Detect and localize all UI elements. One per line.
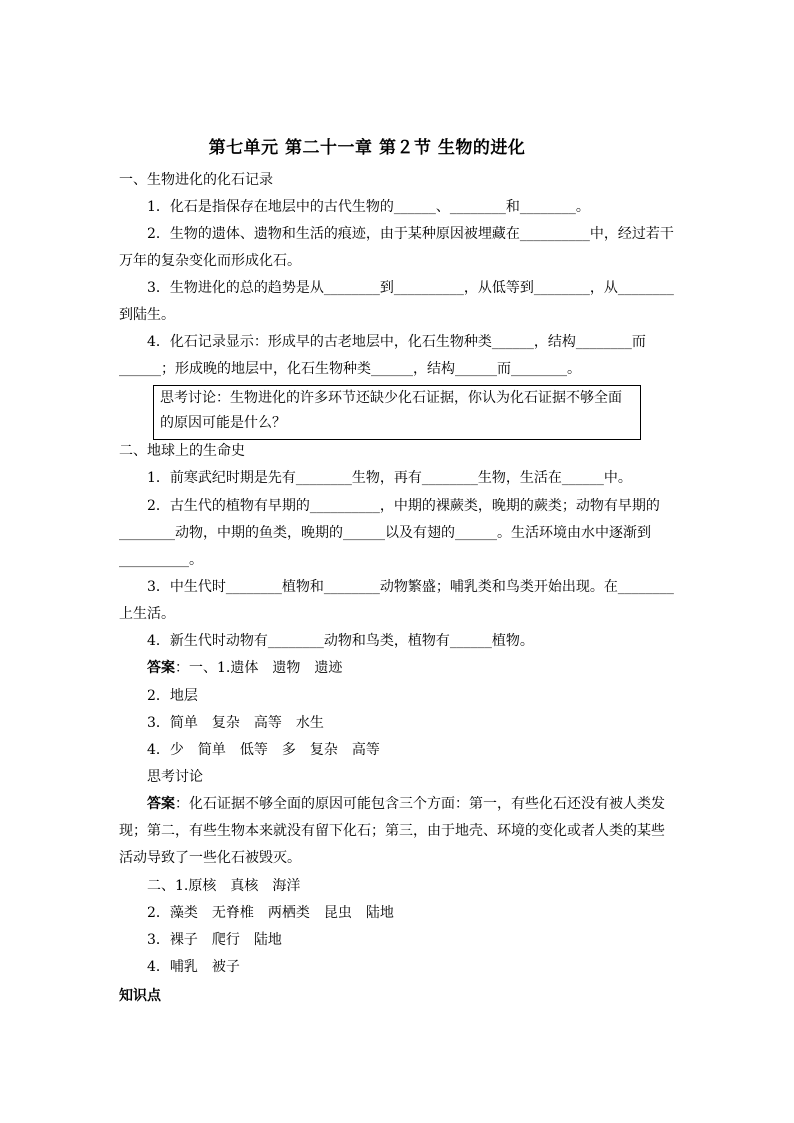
question-1-1: 1．化石是指保存在地层中的古代生物的______、________和________。 bbox=[147, 199, 590, 215]
answer-label: 答案 bbox=[147, 660, 175, 676]
question-1-3-line-a: 3．生物进化的总的趋势是从________到__________，从低等到________，从________ bbox=[147, 280, 674, 296]
discussion-line-a: 思考讨论：生物进化的许多环节还缺少化石证据，你认为化石证据不够全面 bbox=[160, 390, 622, 406]
question-2-4: 4．新生代时动物有________动物和鸟类，植物有______植物。 bbox=[147, 633, 534, 649]
answer-2-1: 二、1.原核 真核 海洋 bbox=[147, 878, 301, 894]
question-2-1: 1．前寒武纪时期是先有________生物，再有________生物，生活在______中。 bbox=[147, 470, 632, 486]
answer-discussion-line-a bbox=[147, 794, 665, 814]
answer-2-3: 3．裸子 爬行 陆地 bbox=[147, 932, 282, 948]
answer-discussion-line-c: 活动导致了一些化石被毁灭。 bbox=[119, 850, 301, 866]
discussion-line-b: 的原因可能是什么？ bbox=[160, 415, 286, 431]
question-1-4-line-a: 4．化石记录显示：形成早的古老地层中，化石生物种类______，结构________而 bbox=[147, 334, 646, 350]
answer-1-4: 4．少 简单 低等 多 复杂 高等 bbox=[147, 742, 380, 758]
answer-discussion-title: 思考讨论 bbox=[147, 769, 203, 785]
discussion-box bbox=[153, 385, 641, 440]
answer-1-1-text: ：一、1.遗体 遗物 遗迹 bbox=[175, 660, 343, 676]
answer-2-2: 2．藻类 无脊椎 两栖类 昆虫 陆地 bbox=[147, 905, 394, 921]
answer-1-2: 2．地层 bbox=[147, 688, 198, 704]
section-heading-life-history: 二、地球上的生命史 bbox=[119, 443, 245, 459]
question-1-4-line-b: ______；形成晚的地层中，化石生物种类______，结构______而________。 bbox=[119, 361, 581, 377]
answer-1-3: 3．简单 复杂 高等 水生 bbox=[147, 715, 324, 731]
section-heading-fossil-record: 一、生物进化的化石记录 bbox=[119, 172, 273, 188]
answer-discussion-text: ：化石证据不够全面的原因可能包含三个方面：第一，有些化石还没有被人类发 bbox=[175, 796, 665, 812]
question-1-2-line-a: 2．生物的遗体、遗物和生活的痕迹，由于某种原因被埋藏在__________中，经过若干 bbox=[147, 226, 674, 242]
answer-2-4: 4．哺乳 被子 bbox=[147, 959, 240, 975]
question-2-2-line-a: 2．古生代的植物有早期的__________，中期的裸蕨类，晚期的蕨类；动物有早期的 bbox=[147, 498, 660, 514]
question-2-2-line-b: ________动物，中期的鱼类，晚期的______以及有翅的______。生活环境由水中逐渐到 bbox=[119, 525, 651, 541]
question-2-3-line-b: 上生活。 bbox=[119, 606, 175, 622]
answer-discussion-line-b: 现；第二，有些生物本来就没有留下化石；第三，由于地壳、环境的变化或者人类的某些 bbox=[119, 823, 665, 839]
question-1-2-line-b: 万年的复杂变化而形成化石。 bbox=[119, 253, 301, 269]
question-1-3-line-b: 到陆生。 bbox=[119, 307, 175, 323]
knowledge-point-heading: 知识点 bbox=[119, 988, 161, 1004]
page-title: 第七单元 第二十一章 第２节 生物的进化 bbox=[208, 138, 526, 158]
answer-label-discussion: 答案 bbox=[147, 796, 175, 812]
answer-1-1 bbox=[147, 658, 342, 678]
question-2-3-line-a: 3．中生代时________植物和________动物繁盛；哺乳类和鸟类开始出现。在________ bbox=[147, 579, 674, 595]
question-2-2-line-c: __________。 bbox=[119, 552, 203, 568]
